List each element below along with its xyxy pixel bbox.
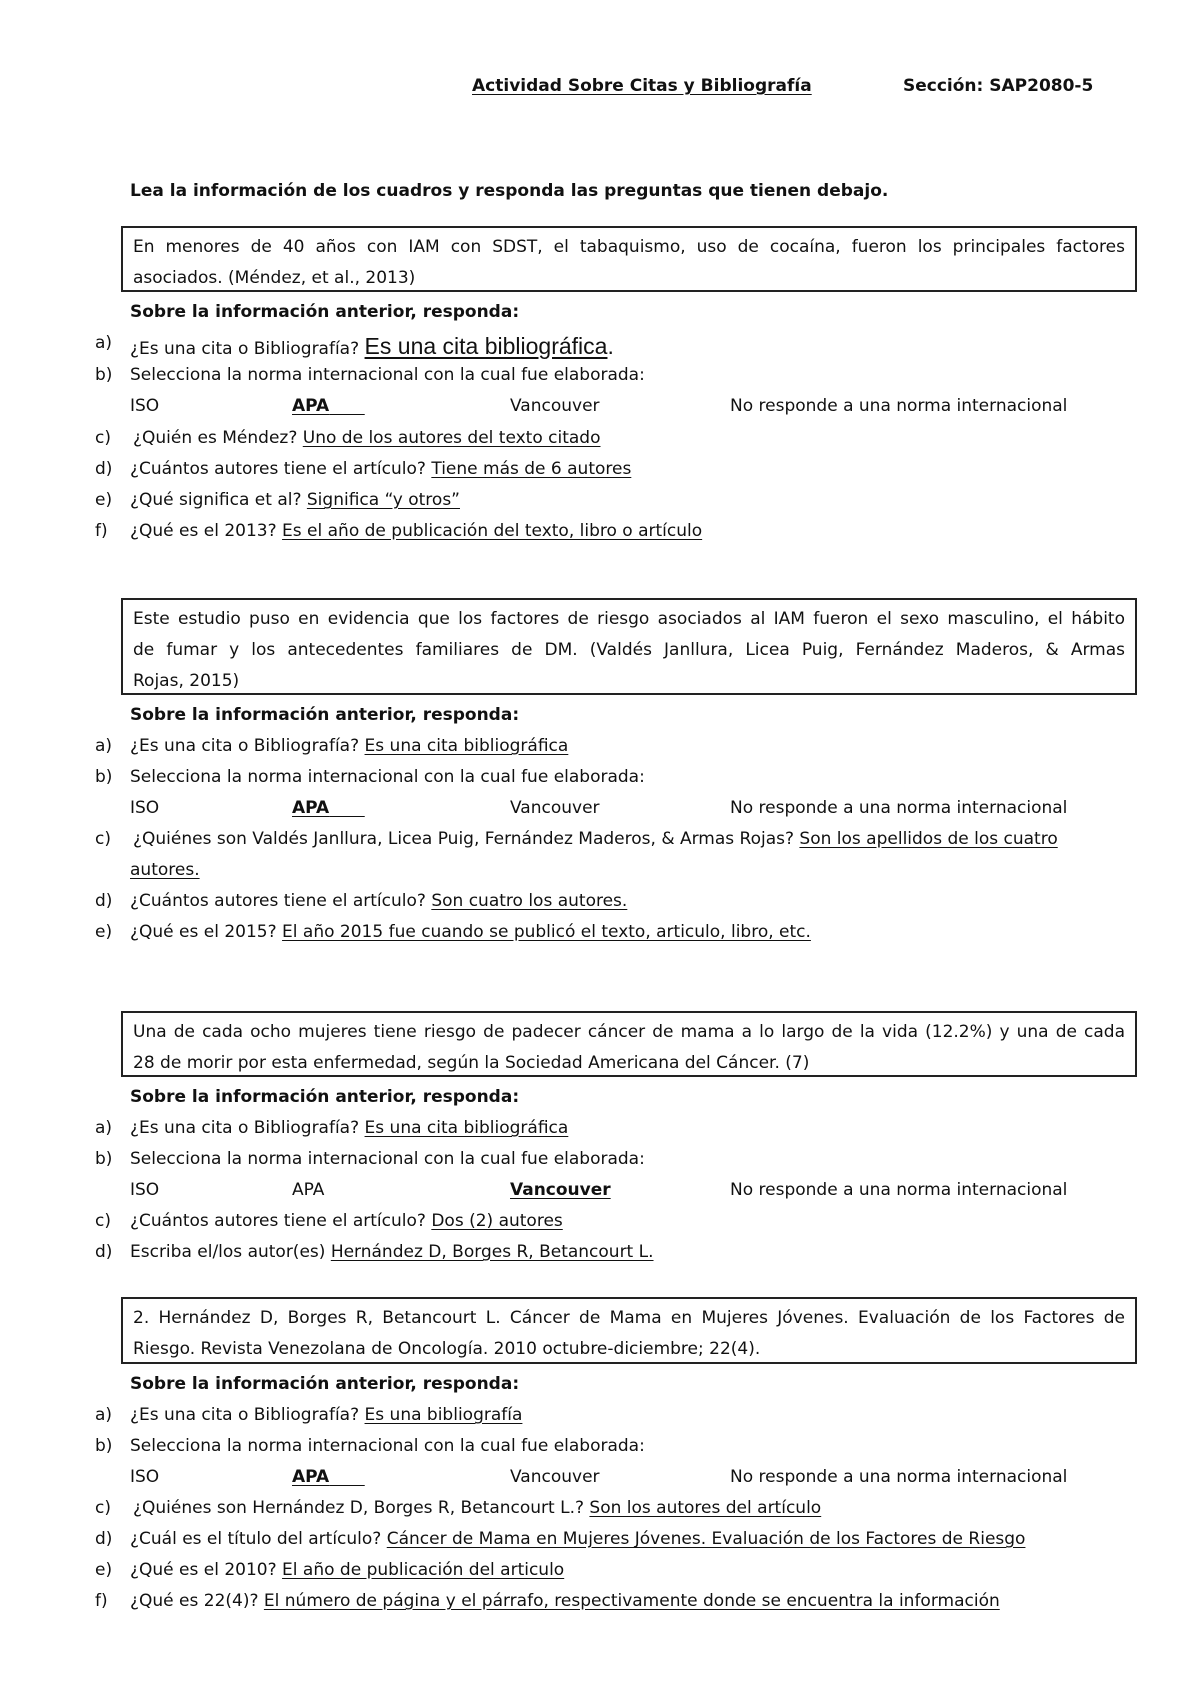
question-text: ¿Cuál es el título del artículo? bbox=[130, 1529, 382, 1549]
question-text: ¿Qué es el 2013? bbox=[130, 521, 277, 541]
box-line: Rojas, 2015) bbox=[133, 671, 240, 691]
item-label: b) bbox=[95, 1149, 113, 1169]
option-vancouver: Vancouver bbox=[510, 1467, 600, 1487]
question-text: Selecciona la norma internacional con la cual fue elaborada: bbox=[130, 1149, 645, 1169]
item-label: e) bbox=[95, 1560, 113, 1580]
citation-box-4 bbox=[121, 1297, 1137, 1364]
answer-text: El número de página y el párrafo, respectivamente donde se encuentra la información bbox=[263, 1591, 1000, 1611]
prompt: Sobre la información anterior, responda: bbox=[130, 705, 520, 725]
answer-text: Es una cita bibliográfica bbox=[364, 1118, 569, 1138]
question-text: ¿Qué es 22(4)? bbox=[130, 1591, 259, 1611]
prompt: Sobre la información anterior, responda: bbox=[130, 1374, 520, 1394]
box-line: 2. Hernández D, Borges R, Betancourt L. Cáncer de Mama en Mujeres Jóvenes. Evaluación de los Factores de bbox=[133, 1308, 1125, 1328]
item-label: c) bbox=[95, 1498, 111, 1518]
box-line: Riesgo. Revista Venezolana de Oncología. 2010 octubre-diciembre; 22(4). bbox=[133, 1339, 761, 1359]
item-label: b) bbox=[95, 1436, 113, 1456]
question-text: ¿Qué es el 2010? bbox=[130, 1560, 277, 1580]
answer-text: Son cuatro los autores. bbox=[431, 891, 628, 911]
answer-text: Son los autores del artículo bbox=[589, 1498, 822, 1518]
item-label: e) bbox=[95, 490, 113, 510]
answer-text: Hernández D, Borges R, Betancourt L. bbox=[330, 1242, 654, 1262]
answer-text: Es el año de publicación del texto, libro o artículo bbox=[282, 521, 703, 541]
option-iso: ISO bbox=[130, 1467, 160, 1487]
question-text: ¿Es una cita o Bibliografía? bbox=[130, 736, 360, 756]
question-text: ¿Quién es Méndez? bbox=[133, 428, 298, 448]
box-line: Una de cada ocho mujeres tiene riesgo de padecer cáncer de mama a lo largo de la vida (12.2%) y una de cada bbox=[133, 1022, 1125, 1042]
answer-text: El año 2015 fue cuando se publicó el texto, articulo, libro, etc. bbox=[282, 922, 811, 942]
option-apa-selected: APA bbox=[292, 798, 330, 818]
question-text: ¿Qué es el 2015? bbox=[130, 922, 277, 942]
answer-text-continued: autores. bbox=[130, 860, 200, 880]
item-label: d) bbox=[95, 1242, 113, 1262]
item-label: a) bbox=[95, 1118, 113, 1138]
option-none: No responde a una norma internacional bbox=[730, 1467, 1068, 1487]
option-vancouver: Vancouver bbox=[510, 798, 600, 818]
question-text: Selecciona la norma internacional con la cual fue elaborada: bbox=[130, 767, 645, 787]
option-apa-selected: APA bbox=[292, 1467, 330, 1487]
prompt: Sobre la información anterior, responda: bbox=[130, 1087, 520, 1107]
question-text: ¿Cuántos autores tiene el artículo? bbox=[130, 459, 426, 479]
box-line: En menores de 40 años con IAM con SDST, el tabaquismo, uso de cocaína, fueron los principales factores bbox=[133, 237, 1125, 257]
answer-text: Cáncer de Mama en Mujeres Jóvenes. Evaluación de los Factores de Riesgo bbox=[386, 1529, 1026, 1549]
item-label: a) bbox=[95, 1405, 113, 1425]
answer-text: El año de publicación del articulo bbox=[282, 1560, 565, 1580]
item-label: c) bbox=[95, 428, 111, 448]
question-text: ¿Quiénes son Valdés Janllura, Licea Puig, Fernández Maderos, & Armas Rojas? bbox=[133, 829, 795, 849]
question-text: ¿Cuántos autores tiene el artículo? bbox=[130, 891, 426, 911]
question-text: Selecciona la norma internacional con la cual fue elaborada: bbox=[130, 1436, 645, 1456]
item-label: b) bbox=[95, 365, 113, 385]
document-title: Actividad Sobre Citas y Bibliografía bbox=[472, 76, 812, 96]
box-line: asociados. (Méndez, et al., 2013) bbox=[133, 268, 416, 288]
question-text: ¿Es una cita o Bibliografía? bbox=[130, 1405, 360, 1425]
answer-text: Dos (2) autores bbox=[431, 1211, 563, 1231]
item-label: c) bbox=[95, 1211, 111, 1231]
option-none: No responde a una norma internacional bbox=[730, 798, 1068, 818]
answer-text: Tiene más de 6 autores bbox=[431, 459, 632, 479]
item-label: a) bbox=[95, 736, 113, 756]
question-text: Escriba el/los autor(es) bbox=[130, 1242, 326, 1262]
item-label: f) bbox=[95, 1591, 108, 1611]
question-text: ¿Qué significa et al? bbox=[130, 490, 302, 510]
item-label: d) bbox=[95, 1529, 113, 1549]
option-apa-selected: APA bbox=[292, 396, 330, 416]
answer-text: Es una bibliografía bbox=[364, 1405, 523, 1425]
option-iso: ISO bbox=[130, 396, 160, 416]
item-label: b) bbox=[95, 767, 113, 787]
item-label: d) bbox=[95, 891, 113, 911]
box-line: Este estudio puso en evidencia que los factores de riesgo asociados al IAM fueron el sexo masculino, el hábito bbox=[133, 609, 1125, 629]
option-none: No responde a una norma internacional bbox=[730, 396, 1068, 416]
citation-box-2 bbox=[121, 598, 1137, 695]
item-label: d) bbox=[95, 459, 113, 479]
citation-box-3 bbox=[121, 1011, 1137, 1077]
item-label: e) bbox=[95, 922, 113, 942]
question-text: ¿Es una cita o Bibliografía? bbox=[130, 1118, 360, 1138]
answer-text: Son los apellidos de los cuatro bbox=[799, 829, 1058, 849]
box-line: 28 de morir por esta enfermedad, según la Sociedad Americana del Cáncer. (7) bbox=[133, 1053, 810, 1073]
prompt: Sobre la información anterior, responda: bbox=[130, 302, 520, 322]
option-apa: APA bbox=[292, 1180, 325, 1200]
question-text: ¿Es una cita o Bibliografía? bbox=[130, 339, 360, 359]
option-vancouver-selected: Vancouver bbox=[510, 1180, 611, 1200]
question-text: ¿Quiénes son Hernández D, Borges R, Betancourt L.? bbox=[133, 1498, 585, 1518]
option-none: No responde a una norma internacional bbox=[730, 1180, 1068, 1200]
item-label: a) bbox=[95, 333, 113, 353]
item-label: c) bbox=[95, 829, 111, 849]
answer-text: Significa “y otros” bbox=[306, 490, 460, 510]
option-iso: ISO bbox=[130, 1180, 160, 1200]
instructions: Lea la información de los cuadros y responda las preguntas que tienen debajo. bbox=[130, 181, 889, 201]
question-text: Selecciona la norma internacional con la cual fue elaborada: bbox=[130, 365, 645, 385]
question-a: ¿Es una cita o Bibliografía? Es una cita bibliográfica. bbox=[130, 333, 614, 359]
answer-text: Es una cita bibliográfica bbox=[364, 736, 569, 756]
question-text: ¿Cuántos autores tiene el artículo? bbox=[130, 1211, 426, 1231]
option-vancouver: Vancouver bbox=[510, 396, 600, 416]
answer-text: Es una cita bibliográfica bbox=[364, 333, 608, 359]
citation-box-1 bbox=[121, 226, 1137, 292]
answer-text: Uno de los autores del texto citado bbox=[302, 428, 601, 448]
section-code: Sección: SAP2080-5 bbox=[903, 76, 1094, 96]
box-line: de fumar y los antecedentes familiares de DM. (Valdés Janllura, Licea Puig, Fernández Maderos, & Armas bbox=[133, 640, 1125, 660]
item-label: f) bbox=[95, 521, 108, 541]
option-iso: ISO bbox=[130, 798, 160, 818]
